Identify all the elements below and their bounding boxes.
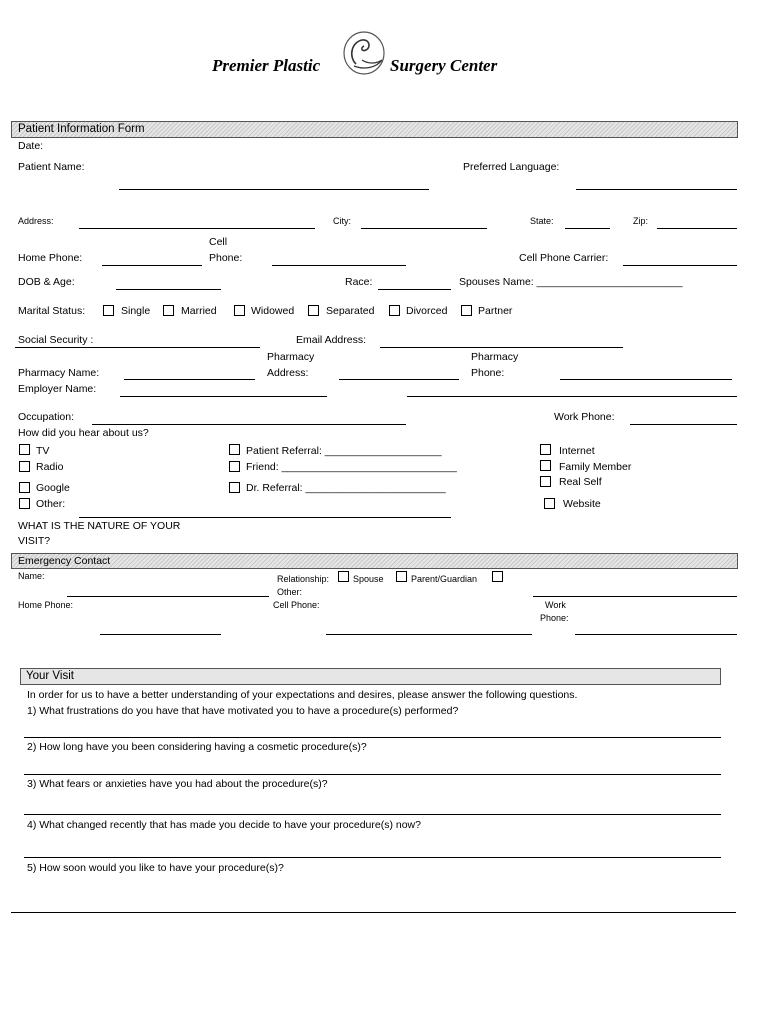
internet-checkbox[interactable] (540, 444, 551, 455)
website-checkbox[interactable] (544, 498, 555, 509)
visit-section-title: Your Visit (26, 670, 74, 682)
pharmacy-phone-label-1: Pharmacy (471, 351, 519, 363)
relationship-label: Relationship: (277, 574, 330, 584)
partner-label: Partner (478, 305, 513, 317)
question-2: 2) How long have you been considering having a cosmetic procedure(s)? (27, 741, 367, 753)
pharmacy-name-label: Pharmacy Name: (18, 367, 100, 379)
internet-label: Internet (559, 445, 595, 457)
swan-logo (340, 28, 390, 78)
date-label: Date: (18, 140, 44, 152)
language-field[interactable] (576, 189, 737, 190)
separated-label: Separated (326, 305, 375, 317)
race-field[interactable] (378, 289, 451, 290)
married-label: Married (181, 305, 217, 317)
emergency-section-title: Emergency Contact (18, 555, 111, 567)
answer-4-field[interactable] (24, 857, 721, 858)
real-self-checkbox[interactable] (540, 476, 551, 487)
dob-field[interactable] (116, 289, 221, 290)
occupation-label: Occupation: (18, 411, 75, 423)
relationship-other-checkbox[interactable] (492, 571, 503, 582)
marital-label: Marital Status: (18, 305, 86, 317)
website-label: Website (563, 498, 601, 510)
divorced-label: Divorced (406, 305, 448, 317)
pharmacy-address-field[interactable] (339, 379, 459, 380)
pharmacy-address-label-2: Address: (267, 367, 309, 379)
emergency-home-phone-field[interactable] (100, 634, 221, 635)
home-phone-label: Home Phone: (18, 252, 83, 264)
other-field[interactable] (79, 517, 451, 518)
question-1: 1) What frustrations do you have that have motivated you to have a procedure(s) performed? (27, 705, 459, 717)
other-checkbox[interactable] (19, 498, 30, 509)
relationship-other-label: Other: (277, 587, 303, 597)
widowed-checkbox[interactable] (234, 305, 245, 316)
dr-referral-label: Dr. Referral: ________________________ (246, 482, 446, 494)
pharmacy-address-label-1: Pharmacy (267, 351, 315, 363)
emergency-work-label-1: Work (545, 600, 566, 610)
real-self-label: Real Self (559, 476, 602, 488)
answer-3-field[interactable] (24, 814, 721, 815)
title-right: Surgery Center (390, 56, 498, 75)
zip-field[interactable] (657, 228, 737, 229)
answer-2-field[interactable] (24, 774, 721, 775)
occupation-field[interactable] (92, 424, 406, 425)
patient-name-label: Patient Name: (18, 161, 85, 173)
state-label: State: (530, 216, 554, 226)
carrier-label: Cell Phone Carrier: (519, 252, 609, 264)
hear-label: How did you hear about us? (18, 427, 149, 439)
tv-label: TV (36, 445, 50, 457)
pharmacy-phone-label-2: Phone: (471, 367, 505, 379)
radio-label: Radio (36, 461, 64, 473)
patient-referral-checkbox[interactable] (229, 444, 240, 455)
single-label: Single (121, 305, 151, 317)
parent-guardian-checkbox[interactable] (396, 571, 407, 582)
emergency-cell-phone-field[interactable] (326, 634, 532, 635)
ssn-label: Social Security : (18, 334, 94, 346)
radio-checkbox[interactable] (19, 461, 30, 472)
carrier-field[interactable] (623, 265, 737, 266)
relationship-other-field[interactable] (533, 596, 737, 597)
dob-label: DOB & Age: (18, 276, 75, 288)
state-field[interactable] (565, 228, 610, 229)
married-checkbox[interactable] (163, 305, 174, 316)
spouse-label: Spouse (353, 574, 384, 584)
pharmacy-name-field[interactable] (124, 379, 255, 380)
emergency-home-phone-label: Home Phone: (18, 600, 74, 610)
patient-section-header (11, 121, 738, 138)
patient-section-title: Patient Information Form (18, 123, 145, 135)
tv-checkbox[interactable] (19, 444, 30, 455)
race-label: Race: (345, 276, 373, 288)
question-3: 3) What fears or anxieties have you had about the procedure(s)? (27, 778, 328, 790)
answer-5-field[interactable] (11, 912, 736, 913)
city-label: City: (333, 216, 351, 226)
spouse-label: Spouses Name: _________________________ (459, 276, 683, 288)
single-checkbox[interactable] (103, 305, 114, 316)
emergency-cell-phone-label: Cell Phone: (273, 600, 320, 610)
work-phone-field[interactable] (630, 424, 737, 425)
nature-label-2: VISIT? (18, 535, 51, 547)
visit-intro: In order for us to have a better understanding of your expectations and desires, please answer the following questions. (27, 689, 578, 701)
friend-label: Friend: ______________________________ (246, 461, 457, 473)
employer-label: Employer Name: (18, 383, 97, 395)
pharmacy-phone-field[interactable] (560, 379, 732, 380)
work-phone-label: Work Phone: (554, 411, 615, 423)
separated-checkbox[interactable] (308, 305, 319, 316)
emergency-name-field[interactable] (67, 596, 269, 597)
zip-label: Zip: (633, 216, 649, 226)
google-label: Google (36, 482, 70, 494)
parent-guardian-label: Parent/Guardian (411, 574, 478, 584)
title-left: Premier Plastic (212, 56, 321, 75)
family-member-label: Family Member (559, 461, 632, 473)
dr-referral-checkbox[interactable] (229, 482, 240, 493)
spouse-checkbox[interactable] (338, 571, 349, 582)
nature-label-1: WHAT IS THE NATURE OF YOUR (18, 520, 181, 532)
cell-phone-field[interactable] (272, 265, 406, 266)
answer-1-field[interactable] (24, 737, 721, 738)
home-phone-field[interactable] (102, 265, 202, 266)
other-label: Other: (36, 498, 66, 510)
partner-checkbox[interactable] (461, 305, 472, 316)
emergency-work-label-2: Phone: (540, 613, 569, 623)
visit-section-header (20, 668, 721, 685)
address-label: Address: (18, 216, 54, 226)
city-field[interactable] (361, 228, 487, 229)
question-4: 4) What changed recently that has made you decide to have your procedure(s) now? (27, 819, 421, 831)
employer-field-2[interactable] (407, 396, 737, 397)
employer-field[interactable] (120, 396, 327, 397)
divorced-checkbox[interactable] (389, 305, 400, 316)
email-label: Email Address: (296, 334, 367, 346)
cell-label-2: Phone: (209, 252, 243, 264)
question-5: 5) How soon would you like to have your procedure(s)? (27, 862, 284, 874)
friend-checkbox[interactable] (229, 461, 240, 472)
ssn-field[interactable] (15, 347, 260, 348)
widowed-label: Widowed (251, 305, 295, 317)
patient-name-field[interactable] (119, 189, 429, 190)
language-label: Preferred Language: (463, 161, 560, 173)
patient-referral-label: Patient Referral: ____________________ (246, 445, 442, 457)
google-checkbox[interactable] (19, 482, 30, 493)
address-field[interactable] (79, 228, 315, 229)
emergency-name-label: Name: (18, 571, 45, 581)
family-member-checkbox[interactable] (540, 460, 551, 471)
cell-label-1: Cell (209, 236, 228, 248)
emergency-section-header (11, 553, 738, 569)
emergency-work-phone-field[interactable] (575, 634, 737, 635)
email-field[interactable] (380, 347, 623, 348)
